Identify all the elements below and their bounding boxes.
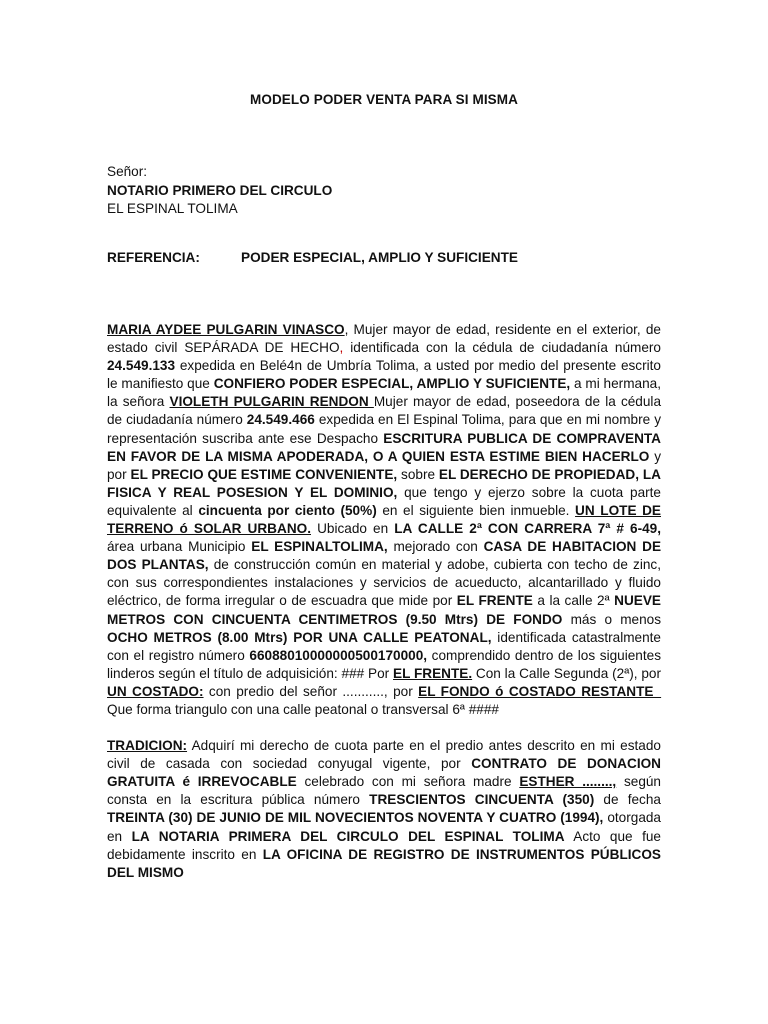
bold-run: EL DERECHO DE PROPIEDAD, LA FISICA Y REAL POSESION Y EL DOMINIO, <box>107 466 661 500</box>
recipient-city: EL ESPINAL TOLIMA <box>107 201 238 216</box>
text-run: , <box>339 340 344 356</box>
attorney-id-number: 24.549.466 <box>246 412 315 428</box>
property-type: UN LOTE DE TERRENO ó SOLAR URBANO. <box>107 502 661 537</box>
underlined-run: ESTHER ........, <box>519 774 617 790</box>
underlined-run: UN COSTADO: <box>107 683 204 699</box>
cadastral-number: 66088010000000500170000, <box>249 647 428 663</box>
text-run: Mujer mayor de edad, poseedora de la cédula de ciudadanía número <box>107 394 662 428</box>
text-run: Ubicado en <box>311 521 395 537</box>
bold-run: TREINTA (30) DE JUNIO DE MIL NOVECIENTOS NOVENTA Y CUATRO (1994), <box>107 810 604 826</box>
bold-run: EL ESPINALTOLIMA, <box>251 539 388 555</box>
bold-run: EL FRENTE <box>456 593 533 609</box>
text-run: identificada con la cédula de ciudadanía número <box>343 340 661 356</box>
text-run: de construcción común en material y adobe, cubierta con techo de zinc, con sus correspondientes instalaciones y servicios de acueducto, alcantarillado y fluido eléctrico, de forma irregular o de escuadra que mide por <box>107 557 661 609</box>
text-run: a la calle 2ª <box>532 593 615 609</box>
addressee-block <box>107 163 332 219</box>
bold-run: OCHO METROS (8.00 Mtrs) POR UNA CALLE PEATONAL, <box>107 629 492 645</box>
underlined-run: EL FONDO ó COSTADO RESTANTE_ <box>418 683 662 699</box>
reference-value: PODER ESPECIAL, AMPLIO Y SUFICIENTE <box>241 250 518 265</box>
text-run: Acto que fue debidamente inscrito en <box>107 828 661 862</box>
text-run: Adquirí mi derecho de cuota parte en el predio antes descrito en mi estado civil de casada con sociedad conyugal vigente, por <box>107 738 661 772</box>
text-run: , Mujer mayor de edad, residente en el exterior, de estado civil SEPÁRADA DE HECHO <box>107 322 661 356</box>
bold-run: ESCRITURA PUBLICA DE COMPRAVENTA EN FAVOR DE LA MISMA APODERADA, O A QUIEN ESTA ESTIME BIEN HACERLO <box>107 430 662 464</box>
text-run: de fecha <box>594 792 661 808</box>
bold-run: CONFIERO PODER ESPECIAL, AMPLIO Y SUFICIENTE, <box>213 376 571 392</box>
text-run: sobre <box>397 466 439 482</box>
text-run: área urbana Municipio <box>107 539 252 555</box>
attorney-name: VIOLETH PULGARIN RENDON <box>169 394 374 410</box>
text-run: identificada catastralmente con el registro número <box>107 629 661 663</box>
underlined-run: EL FRENTE. <box>393 665 473 681</box>
text-run: mejorado con <box>387 539 484 555</box>
bold-run: CONTRATO DE DONACION GRATUITA é IRREVOCABLE <box>107 756 661 790</box>
text-run: expedida en El Espinal Tolima, para que en mi nombre y representación suscriba ante ese Despacho <box>107 412 661 446</box>
text-run: más o menos <box>562 611 661 627</box>
recipient: NOTARIO PRIMERO DEL CIRCULO <box>107 182 333 198</box>
document-title: MODELO PODER VENTA PARA SI MISMA <box>250 92 518 107</box>
text-run: en el siguiente bien inmueble. <box>376 502 576 518</box>
bold-run: cincuenta por ciento (50%) <box>198 502 377 518</box>
power-paragraph <box>107 321 661 719</box>
bold-run: EL PRECIO QUE ESTIME CONVENIENTE, <box>130 466 398 482</box>
text-run: celebrado con mi señora madre <box>296 774 520 790</box>
text-run: otorgada en <box>107 810 661 844</box>
text-run: que tengo y ejerzo sobre la cuota parte equivalente al <box>107 484 661 518</box>
text-run: según consta en la escritura pública número <box>107 774 661 808</box>
property-address: LA CALLE 2ª CON CARRERA 7ª # 6-49, <box>394 521 662 537</box>
reference-line <box>107 250 518 265</box>
document-body <box>107 321 661 882</box>
text-run: expedida en Belé4n de Umbría Tolima, a usted por medio del presente escrito le manifiesto que <box>107 358 661 392</box>
bold-run: NUEVE METROS CON CINCUENTA CENTIMETROS (9.50 Mtrs) DE FONDO <box>107 593 661 627</box>
text-run: con predio del señor ..........., por <box>203 683 419 699</box>
grantor-id-number: 24.549.133 <box>107 358 176 374</box>
tradition-heading: TRADICION: <box>107 738 188 754</box>
bold-run: TRESCIENTOS CINCUENTA (350) <box>369 792 595 808</box>
text-run: Con la Calle Segunda (2ª), por <box>472 665 662 681</box>
text-run: y por <box>107 448 661 482</box>
tradition-paragraph <box>107 737 661 882</box>
text-run: Que forma triangulo con una calle peatonal o transversal 6ª #### <box>107 701 499 717</box>
bold-run: LA OFICINA DE REGISTRO DE INSTRUMENTOS PÚBLICOS DEL MISMO <box>107 846 661 880</box>
salutation: Señor: <box>107 164 148 179</box>
text-run: a mi hermana, la señora <box>107 376 661 410</box>
bold-run: CASA DE HABITACION DE DOS PLANTAS, <box>107 539 662 573</box>
bold-run: LA NOTARIA PRIMERA DEL CIRCULO DEL ESPINAL TOLIMA <box>131 828 565 844</box>
reference-label: REFERENCIA: <box>107 250 200 265</box>
grantor-name: MARIA AYDEE PULGARIN VINASCO <box>107 322 345 337</box>
text-run: comprendido dentro de los siguientes linderos según el título de adquisición: ### Por <box>107 647 661 681</box>
